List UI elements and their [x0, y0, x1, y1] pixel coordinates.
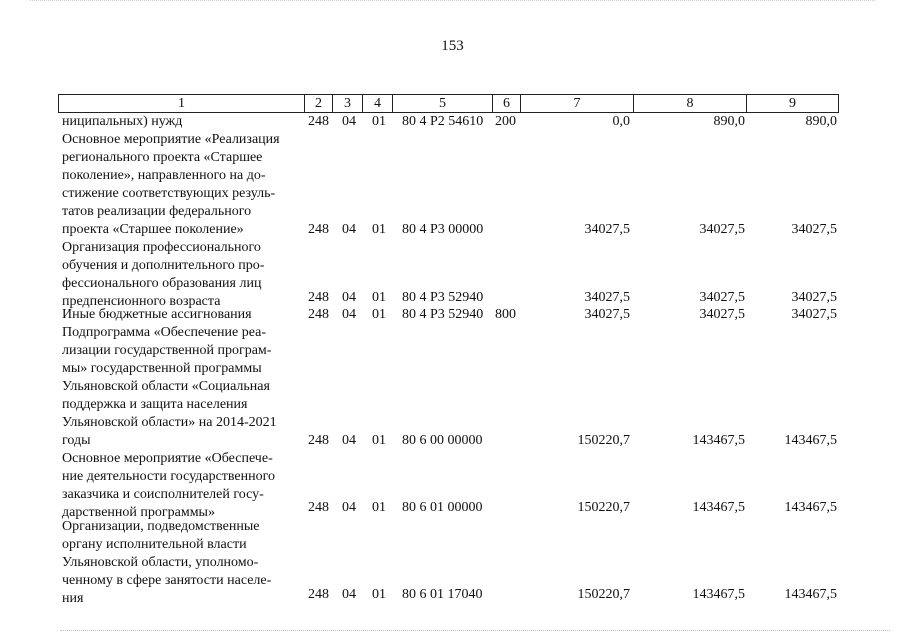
- cell-section: 04: [342, 290, 356, 305]
- description-line: проекта «Старшее поколение»: [62, 222, 244, 237]
- cell-target-article: 80 6 01 00000: [402, 500, 483, 515]
- description-line: Ульяновской области, уполномо-: [62, 555, 259, 570]
- cell-amount-7: 34027,5: [584, 307, 630, 322]
- row-description: [62, 306, 300, 324]
- column-header-6: 6: [493, 95, 521, 113]
- column-header-row: [59, 95, 839, 113]
- cell-subsection: 01: [372, 500, 386, 515]
- description-line: обучения и дополнительного про-: [62, 258, 265, 273]
- cell-amount-9: 143467,5: [784, 587, 837, 602]
- row-description: [62, 131, 300, 239]
- cell-amount-8: 34027,5: [699, 307, 745, 322]
- cell-target-article: 80 4 P3 52940: [402, 307, 484, 322]
- cell-amount-9: 143467,5: [784, 500, 837, 515]
- row-description: [62, 450, 300, 522]
- column-header-4: 4: [363, 95, 393, 113]
- cell-ministry: 248: [308, 114, 329, 129]
- column-header-3: 3: [333, 95, 363, 113]
- cell-target-article: 80 4 P2 54610: [402, 114, 484, 129]
- cell-expense-type: 800: [495, 307, 516, 322]
- cell-amount-9: 34027,5: [791, 307, 837, 322]
- cell-ministry: 248: [308, 433, 329, 448]
- description-line: ниципальных) нужд: [62, 114, 183, 129]
- column-header-table: [58, 94, 839, 113]
- column-header-2: 2: [305, 95, 333, 113]
- cell-amount-7: 34027,5: [584, 222, 630, 237]
- row-description: [62, 324, 300, 450]
- cell-amount-8: 143467,5: [692, 587, 745, 602]
- cell-subsection: 01: [372, 433, 386, 448]
- cell-ministry: 248: [308, 222, 329, 237]
- cell-amount-7: 150220,7: [577, 500, 630, 515]
- description-line: Ульяновской области» на 2014-2021: [62, 415, 277, 430]
- description-line: предпенсионного возраста: [62, 294, 221, 309]
- cell-section: 04: [342, 500, 356, 515]
- cell-amount-8: 143467,5: [692, 500, 745, 515]
- cell-target-article: 80 4 P3 52940: [402, 290, 484, 305]
- cell-amount-9: 34027,5: [791, 290, 837, 305]
- cell-amount-8: 34027,5: [699, 290, 745, 305]
- cell-ministry: 248: [308, 307, 329, 322]
- row-description: [62, 518, 300, 608]
- description-line: поддержка и защита населения: [62, 397, 248, 412]
- cell-section: 04: [342, 433, 356, 448]
- cell-target-article: 80 6 01 17040: [402, 587, 483, 602]
- description-line: Ульяновской области «Социальная: [62, 379, 270, 394]
- column-header-8: 8: [634, 95, 747, 113]
- cell-amount-7: 34027,5: [584, 290, 630, 305]
- cell-ministry: 248: [308, 290, 329, 305]
- description-line: лизации государственной програм-: [62, 343, 272, 358]
- description-line: фессионального образования лиц: [62, 276, 262, 291]
- cell-amount-7: 0,0: [612, 114, 630, 129]
- cell-ministry: 248: [308, 500, 329, 515]
- column-header-5: 5: [393, 95, 493, 113]
- description-line: Основное мероприятие «Реализация: [62, 132, 280, 147]
- cell-amount-9: 890,0: [805, 114, 837, 129]
- cell-subsection: 01: [372, 307, 386, 322]
- cell-section: 04: [342, 307, 356, 322]
- description-line: стижение соответствующих резуль-: [62, 186, 276, 201]
- cell-section: 04: [342, 222, 356, 237]
- cell-subsection: 01: [372, 290, 386, 305]
- cell-section: 04: [342, 114, 356, 129]
- page-number: 153: [441, 38, 464, 54]
- column-header-7: 7: [521, 95, 634, 113]
- scan-top-edge: [30, 0, 875, 2]
- column-header-1: 1: [59, 95, 305, 113]
- description-line: поколение», направленного на до-: [62, 168, 266, 183]
- description-line: ченному в сфере занятости населе-: [62, 573, 272, 588]
- description-line: заказчика и соисполнителей госу-: [62, 487, 264, 502]
- cell-section: 04: [342, 587, 356, 602]
- cell-subsection: 01: [372, 222, 386, 237]
- cell-subsection: 01: [372, 114, 386, 129]
- cell-amount-9: 143467,5: [784, 433, 837, 448]
- description-line: мы» государственной программы: [62, 361, 262, 376]
- description-line: Организация профессионального: [62, 240, 261, 255]
- description-line: дарственной программы»: [62, 505, 215, 520]
- row-description: [62, 239, 300, 311]
- scan-bottom-edge: [60, 630, 890, 632]
- description-line: татов реализации федерального: [62, 204, 252, 219]
- description-line: ние деятельности государственного: [62, 469, 276, 484]
- description-line: Иные бюджетные ассигнования: [62, 307, 252, 322]
- cell-amount-8: 34027,5: [699, 222, 745, 237]
- description-line: годы: [62, 433, 91, 448]
- cell-ministry: 248: [308, 587, 329, 602]
- cell-expense-type: 200: [495, 114, 516, 129]
- cell-amount-9: 34027,5: [791, 222, 837, 237]
- row-description: [62, 113, 300, 131]
- description-line: ния: [62, 591, 84, 606]
- cell-amount-8: 890,0: [713, 114, 745, 129]
- description-line: регионального проекта «Старшее: [62, 150, 263, 165]
- cell-amount-8: 143467,5: [692, 433, 745, 448]
- column-header-9: 9: [747, 95, 839, 113]
- cell-target-article: 80 6 00 00000: [402, 433, 483, 448]
- description-line: Подпрограмма «Обеспечение реа-: [62, 325, 267, 340]
- description-line: Основное мероприятие «Обеспече-: [62, 451, 273, 466]
- cell-amount-7: 150220,7: [577, 433, 630, 448]
- description-line: Организации, подведомственные: [62, 519, 260, 534]
- description-line: органу исполнительной власти: [62, 537, 247, 552]
- cell-target-article: 80 4 P3 00000: [402, 222, 484, 237]
- cell-subsection: 01: [372, 587, 386, 602]
- cell-amount-7: 150220,7: [577, 587, 630, 602]
